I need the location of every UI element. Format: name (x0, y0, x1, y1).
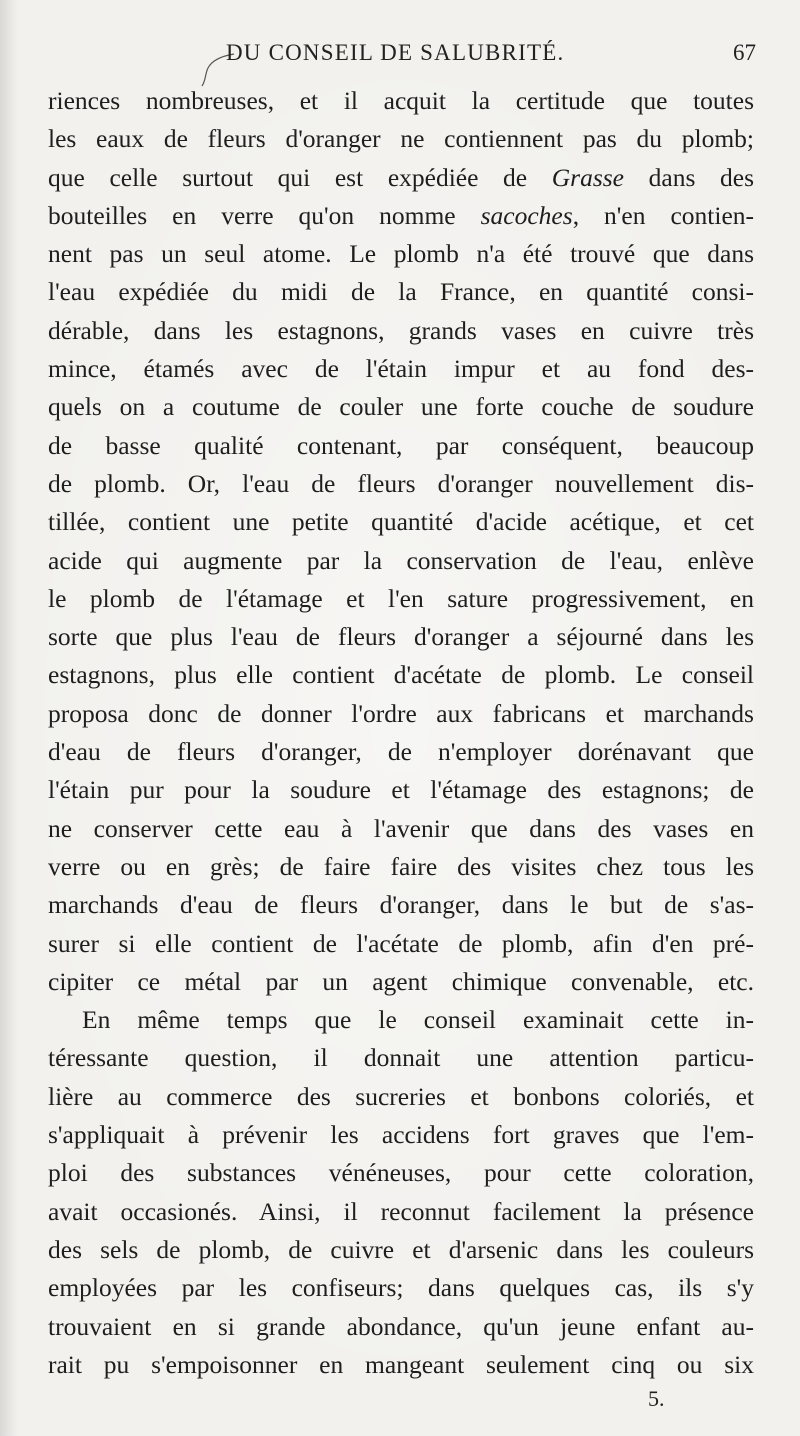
text-line (48, 427, 754, 465)
text-segment: ploi des substances vénéneuses, pour cette coloration, (48, 1158, 754, 1188)
text-line (48, 695, 754, 733)
text-segment: l'eau expédiée du midi de la France, en quantité consi- (48, 277, 754, 307)
text-segment: téressante question, il donnait une attention particu- (48, 1043, 754, 1073)
text-line (48, 1308, 754, 1346)
text-segment: employées par les confiseurs; dans quelques cas, ils s'y (48, 1273, 754, 1303)
text-line (48, 235, 754, 273)
text-line (48, 1078, 754, 1116)
text-segment: estagnons, plus elle contient d'acétate de plomb. Le conseil (48, 660, 754, 690)
text-line (48, 388, 754, 426)
text-segment: de plomb. Or, l'eau de fleurs d'oranger nouvellement dis- (48, 468, 754, 498)
text-line (48, 312, 754, 350)
text-line (48, 925, 754, 963)
text-line (48, 1231, 754, 1269)
text-segment: , n'en contien- (572, 200, 755, 230)
text-line (48, 273, 754, 311)
text-segment: quels on a coutume de couler une forte couche de soudure (48, 392, 754, 422)
text-segment: que celle surtout qui est expédiée de (48, 162, 552, 192)
text-line (48, 580, 754, 618)
text-line (48, 350, 754, 388)
gutter-shadow (0, 0, 18, 1436)
text-segment: des sels de plomb, de cuivre et d'arsenic dans les couleurs (48, 1234, 754, 1264)
text-segment: sorte que plus l'eau de fleurs d'oranger a séjourné dans les (48, 622, 754, 652)
text-segment: avait occasionés. Ainsi, il reconnut facilement la présence (48, 1196, 754, 1226)
text-segment: riences nombreuses, et il acquit la certitude que toutes (48, 86, 754, 115)
text-segment: l'étain pur pour la soudure et l'étamage des estagnons; de (48, 775, 754, 805)
body-text (48, 82, 754, 1384)
text-segment: bouteilles en verre qu'on nomme (48, 200, 481, 230)
text-segment: cipiter ce métal par un agent chimique convenable, etc. (48, 966, 754, 996)
text-line (48, 618, 754, 656)
running-head: DU CONSEIL DE SALUBRITÉ. (226, 40, 565, 65)
text-line (48, 810, 754, 848)
text-segment: les eaux de fleurs d'oranger ne contiennent pas du plomb; (48, 124, 754, 154)
text-line (48, 733, 754, 771)
text-segment: proposa donc de donner l'ordre aux fabricans et marchands (48, 698, 754, 728)
text-line (48, 197, 754, 235)
text-segment: nent pas un seul atome. Le plomb n'a été trouvé que dans (48, 239, 754, 269)
text-segment: marchands d'eau de fleurs d'oranger, dans le but de s'as- (48, 890, 754, 920)
text-segment: dans des (624, 162, 754, 192)
text-segment: acide qui augmente par la conservation de l'eau, enlève (48, 545, 754, 575)
text-line (48, 82, 754, 120)
page-number: 67 (733, 40, 756, 65)
text-segment: trouvaient en si grande abondance, qu'un jeune enfant au- (48, 1311, 754, 1341)
text-line (48, 656, 754, 694)
text-segment: verre ou en grès; de faire faire des visites chez tous les (48, 851, 754, 881)
text-line (48, 1346, 754, 1384)
text-segment: tillée, contient une petite quantité d'acide acétique, et cet (48, 507, 754, 537)
text-segment: d'eau de fleurs d'oranger, de n'employer dorénavant que (48, 737, 754, 767)
text-line (48, 1116, 754, 1154)
text-segment: mince, étamés avec de l'étain impur et au fond des- (48, 354, 754, 384)
text-segment: En même temps que le conseil examinait cette in- (82, 1005, 754, 1035)
text-segment: surer si elle contient de l'acétate de plomb, afin d'en pré- (48, 928, 754, 958)
text-segment: dérable, dans les estagnons, grands vases en cuivre très (48, 315, 754, 345)
text-segment: le plomb de l'étamage et l'en sature progressivement, en (48, 583, 754, 613)
text-segment: rait pu s'empoisonner en mangeant seulement cinq ou six (48, 1349, 754, 1379)
italic-term: sacoches (480, 200, 573, 230)
italic-term: Grasse (551, 162, 625, 192)
text-line (48, 1193, 754, 1231)
text-segment: s'appliquait à prévenir les accidens fort graves que l'em- (48, 1120, 754, 1150)
text-line (48, 120, 754, 158)
text-line (48, 465, 754, 503)
text-line (48, 1269, 754, 1307)
text-line (48, 848, 754, 886)
text-line (48, 1154, 754, 1192)
text-line (48, 159, 754, 197)
text-segment: ne conserver cette eau à l'avenir que dans des vases en (48, 813, 754, 843)
text-line (48, 1001, 754, 1039)
text-segment: lière au commerce des sucreries et bonbons coloriés, et (48, 1081, 754, 1111)
text-segment: de basse qualité contenant, par conséquent, beaucoup (48, 430, 754, 460)
text-line (48, 1039, 754, 1077)
text-line (48, 886, 754, 924)
text-line (48, 963, 754, 1001)
text-line (48, 771, 754, 809)
text-line (48, 542, 754, 580)
page-header (48, 40, 760, 74)
signature-mark: 5. (648, 1386, 665, 1411)
text-line (48, 503, 754, 541)
